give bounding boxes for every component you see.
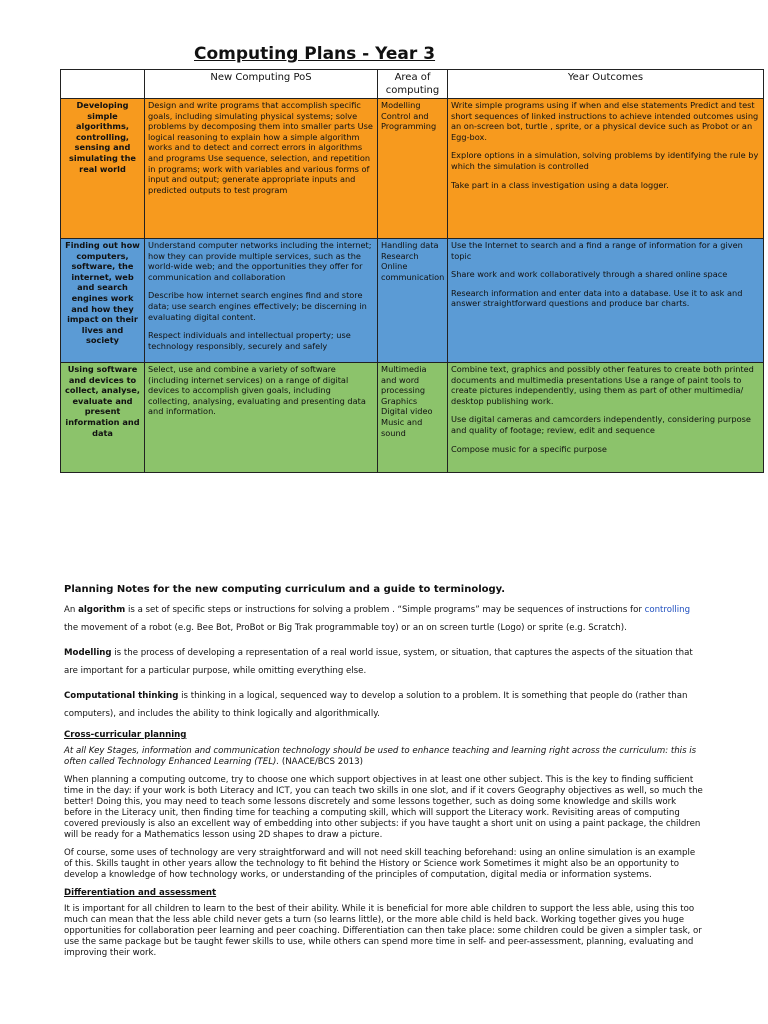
computing-plan-table: [60, 69, 764, 473]
pos-text: Design and write programs that accomplish specific goals, including simulating physical systems; solve problems by decomposing them into smaller parts Use logical reasoning to explain how a simple algorithm works and to detect and correct errors in algorithms and programs Use sequence, selection, and repetition in programs; work with variables and various forms of input and output; generate appropriate inputs and predicted outputs to test program: [148, 100, 373, 195]
outcome-text: Combine text, graphics and possibly other features to create both printed documents and multimedia presentations Use a range of paint tools to create pictures independently, using them as part of other multimedia/ desktop publishing work.: [451, 364, 754, 406]
outcome-text: Use digital cameras and camcorders independently, considering purpose and quality of footage; review, edit and sequence: [451, 414, 751, 435]
header-theme: [61, 70, 145, 99]
header-pos: New Computing PoS: [145, 70, 378, 99]
algorithm-term: algorithm: [78, 605, 126, 615]
algorithm-pre: An: [64, 605, 79, 615]
pos-text: Understand computer networks including the internet; how they can provide multiple services, such as the world-wide web; and the opportunities they offer for communication and collaboration: [148, 240, 372, 282]
modelling-term: Modelling: [64, 648, 112, 658]
row-pos: [145, 239, 378, 363]
outcome-text: Take part in a class investigation using a data logger.: [451, 179, 669, 190]
algorithm-mid: is a set of specific steps or instructions for solving a problem . “Simple programs” may be sequences of instructions for: [125, 605, 645, 615]
computational-definition: [64, 687, 704, 723]
row-outcomes: [448, 99, 764, 239]
row-theme: Developing simple algorithms, controlling, sensing and simulating the real world: [61, 99, 145, 239]
cross-curricular-quote: [64, 746, 704, 768]
row-theme: Finding out how computers, software, the internet, web and search engines work and how they impact on their lives and society: [61, 239, 145, 363]
row-area: Handling data Research Online communication: [378, 239, 448, 363]
pos-text: Describe how internet search engines find and store data; use search engines effectively; be discerning in evaluating digital content.: [148, 290, 367, 322]
outcome-text: Research information and enter data into a database. Use it to ask and answer straightforward questions and produce bar charts.: [451, 287, 743, 309]
table-row-algorithms: [61, 99, 764, 239]
modelling-definition: [64, 644, 704, 680]
algorithm-definition: [64, 601, 704, 637]
outcome-text: Use the Internet to search and a find a range of information for a given topic: [451, 240, 743, 261]
header-area: Area of computing: [378, 70, 448, 99]
modelling-text: is the process of developing a representation of a real world issue, system, or situation, that captures the aspects of the situation that are important for a particular purpose, while omitting everything else.: [64, 648, 693, 676]
outcome-text: Write simple programs using if when and else statements Predict and test short sequences of linked instructions to achieve intended outcomes using an on-screen bot, turtle , sprite, or a physical device such as Probot or an Egg-box.: [451, 100, 759, 142]
computational-term: Computational thinking: [64, 691, 179, 701]
algorithm-post: the movement of a robot (e.g. Bee Bot, ProBot or Big Trak programmable toy) or an on screen turtle (Logo) or sprite (e.g. Scratch).: [64, 623, 627, 633]
outcome-text: Share work and work collaboratively through a shared online space: [451, 269, 728, 280]
row-pos: [145, 99, 378, 239]
table-row-software: [61, 363, 764, 473]
table-header-row: [61, 70, 764, 99]
row-pos: [145, 363, 378, 473]
row-area: Multimedia and word processing Graphics Digital video Music and sound: [378, 363, 448, 473]
notes-heading: Planning Notes for the new computing curriculum and a guide to terminology.: [64, 584, 506, 595]
cross-curricular-paragraph-1: When planning a computing outcome, try to choose one which support objectives in at least one other subject. This is the key to finding sufficient time in the day: if your work is both Literacy and ICT, you can teach two skills in one slot, and if it covers Geography objectives as well, so much the better! Doing this, you may need to teach some lessons discretely and some lessons together, such as doing some knowledge and skills work before in the Literacy unit, then finding time for teaching a computing skill, which will support the Literacy work. Revisiting areas of computing covered previously is also an excellent way of embedding into other subjects: if you have taught a short unit on using a paint package, the children will be ready for a Mathematics lesson using 2D shapes to draw a picture.: [64, 775, 703, 840]
header-outcomes: Year Outcomes: [448, 70, 764, 99]
outcome-text: Compose music for a specific purpose: [451, 443, 607, 454]
row-outcomes: [448, 363, 764, 473]
cross-curricular-heading: Cross-curricular planning: [64, 730, 187, 740]
controlling-link[interactable]: controlling: [644, 605, 691, 615]
pos-text: Select, use and combine a variety of software (including internet services) on a range of digital devices to accomplish given goals, including collecting, analysing, evaluating and presenting data and information.: [148, 364, 366, 417]
quote-text: At all Key Stages, information and communication technology should be used to enhance teaching and learning right across the curriculum: this is often called Technology Enhanced Learning (TEL).: [64, 746, 697, 767]
cross-curricular-paragraph-2: Of course, some uses of technology are very straightforward and will not need skill teaching beforehand: using an online simulation is an example of this. Skills taught in other years allow the technology to fit behind the History or Science work Sometimes it might also be an opportunity to develop a knowledge of how technology works, or understanding of the principles of computation, digital media or information systems.: [64, 848, 696, 880]
quote-citation: (NAACE/BCS 2013): [279, 757, 363, 767]
row-area: Modelling Control and Programming: [378, 99, 448, 239]
computational-text: is thinking in a logical, sequenced way to develop a solution to a problem. It is something that people do (rather than computers), and includes the ability to think logically and algorithmically.: [64, 691, 688, 719]
row-theme: Using software and devices to collect, analyse, evaluate and present information and data: [61, 363, 145, 473]
outcome-text: Explore options in a simulation, solving problems by identifying the rule by which the simulation is controlled: [451, 150, 759, 171]
differentiation-heading: Differentiation and assessment: [64, 888, 217, 898]
planning-notes: [64, 584, 704, 966]
table-row-internet: [61, 239, 764, 363]
differentiation-paragraph: It is important for all children to learn to the best of their ability. While it is beneficial for more able children to support the less able, using this too much can mean that the less able child never gets a turn (so learns little), or the more able child is held back. Working together gives you huge opportunities for collaboration peer learning and peer coaching. Differentiation can then take place: some children could be given a simpler task, or use the same package but be taught fewer skills to use, while others can spend more time in self- and peer-assessment, planning, evaluating and improving their work.: [64, 904, 702, 958]
page-title: Computing Plans - Year 3: [194, 44, 436, 64]
row-outcomes: [448, 239, 764, 363]
pos-text: Respect individuals and intellectual property; use technology responsibly, securely and safely: [148, 330, 351, 351]
